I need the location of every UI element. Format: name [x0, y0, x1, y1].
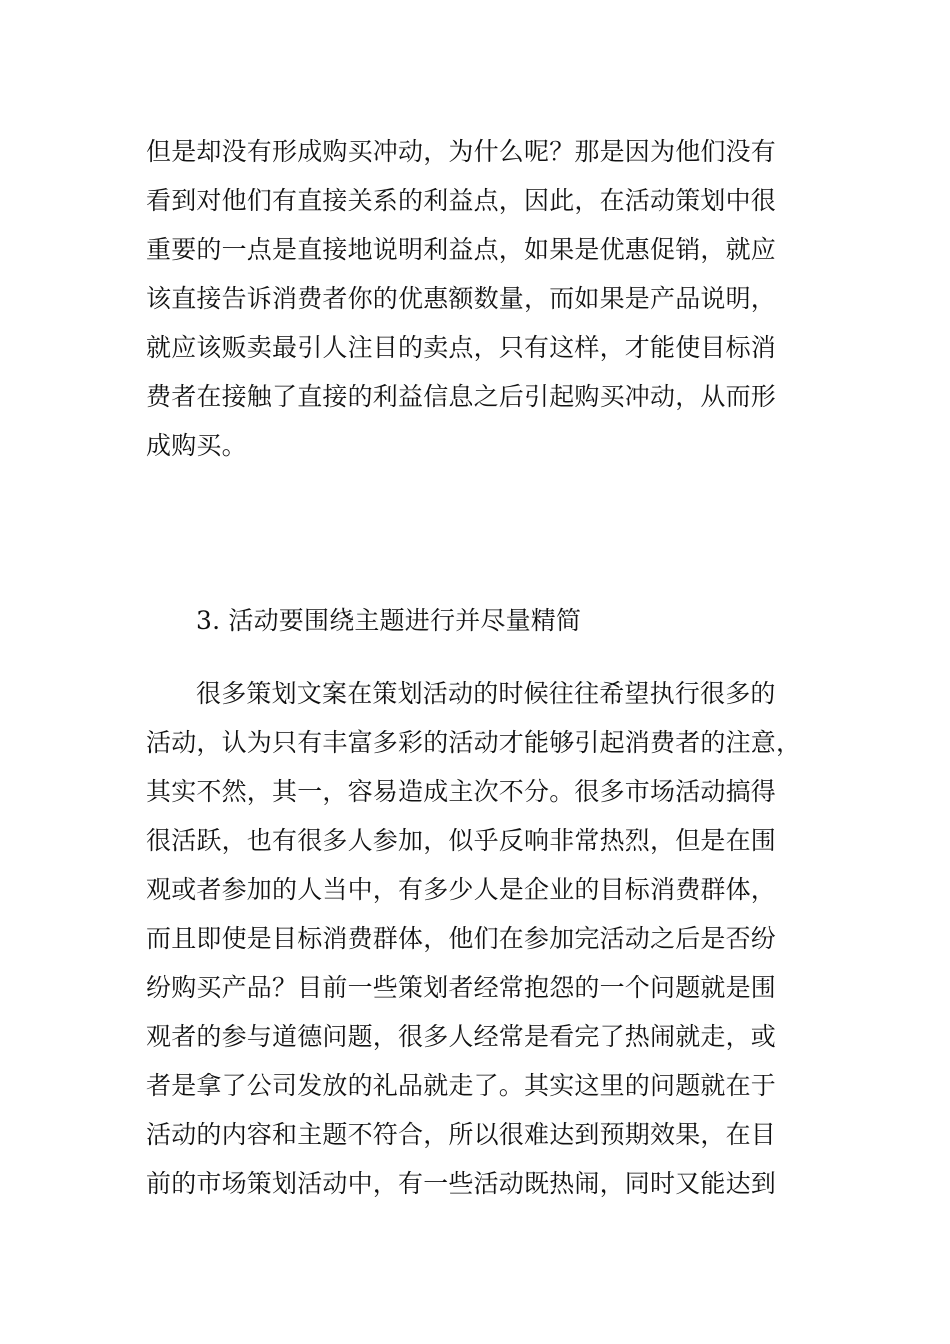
- paragraph-1-line-4: 该直接告诉消费者你的优惠额数量，而如果是产品说明，: [146, 284, 777, 313]
- paragraph-2-line-8: 观者的参与道德问题，很多人经常是看完了热闹就走，或: [146, 1022, 777, 1051]
- paragraph-2-line-9: 者是拿了公司发放的礼品就走了。其实这里的问题就在于: [146, 1071, 777, 1100]
- paragraph-1-line-1: 但是却没有形成购买冲动，为什么呢？那是因为他们没有: [146, 137, 777, 166]
- paragraph-2-line-10: 活动的内容和主题不符合，所以很难达到预期效果，在目: [146, 1120, 777, 1149]
- paragraph-2-line-11: 前的市场策划活动中，有一些活动既热闹，同时又能达到: [146, 1169, 777, 1198]
- paragraph-1-line-2: 看到对他们有直接关系的利益点，因此，在活动策划中很: [146, 186, 777, 215]
- paragraph-2-line-4: 很活跃，也有很多人参加，似乎反响非常热烈，但是在围: [146, 826, 777, 855]
- paragraph-2-line-1: 很多策划文案在策划活动的时候往往希望执行很多的: [196, 679, 776, 708]
- paragraph-1-line-5: 就应该贩卖最引人注目的卖点，只有这样，才能使目标消: [146, 333, 777, 362]
- paragraph-1-line-6: 费者在接触了直接的利益信息之后引起购买冲动，从而形: [146, 382, 777, 411]
- section-heading: 3. 活动要围绕主题进行并尽量精简: [196, 606, 582, 635]
- paragraph-2-line-3: 其实不然，其一，容易造成主次不分。很多市场活动搞得: [146, 777, 777, 806]
- paragraph-2-line-7: 纷购买产品？目前一些策划者经常抱怨的一个问题就是围: [146, 973, 777, 1002]
- paragraph-2-line-6: 而且即使是目标消费群体，他们在参加完活动之后是否纷: [146, 924, 777, 953]
- paragraph-2-line-2: 活动，认为只有丰富多彩的活动才能够引起消费者的注意，: [146, 728, 802, 757]
- paragraph-1-line-3: 重要的一点是直接地说明利益点，如果是优惠促销，就应: [146, 235, 777, 264]
- paragraph-2-line-5: 观或者参加的人当中，有多少人是企业的目标消费群体，: [146, 875, 777, 904]
- paragraph-1-line-7: 成购买。: [146, 431, 247, 460]
